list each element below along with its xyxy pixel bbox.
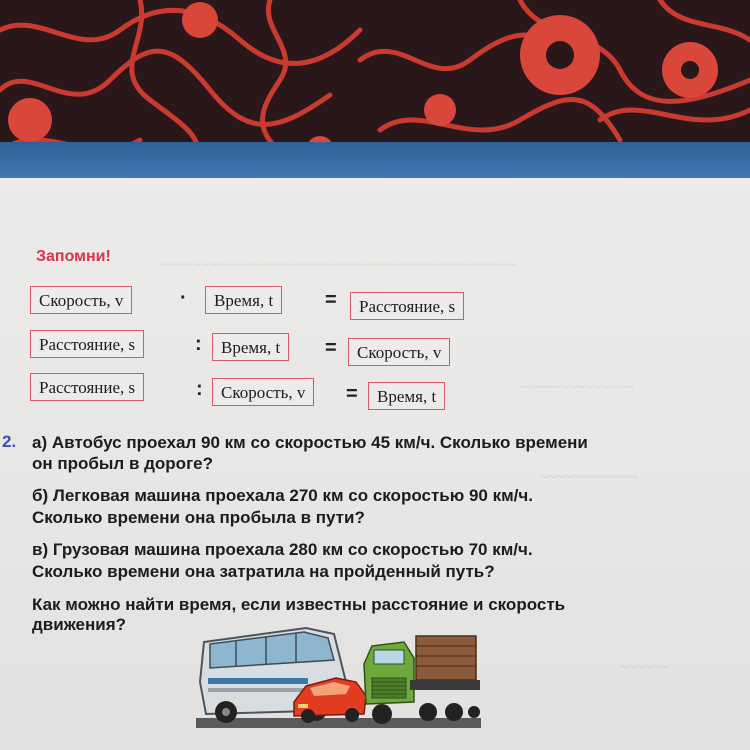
divide-sign: : bbox=[196, 378, 203, 400]
task-number: 2. bbox=[2, 432, 17, 451]
equals-sign: = bbox=[346, 383, 358, 405]
road-shadow bbox=[196, 718, 481, 728]
formula-speed-box: Скорость, v bbox=[30, 286, 132, 314]
show-through-text: ~~~~~~~~~~~~~~~~~~~~~~~~~~~~~~~~~~~~~~~~~~~~ bbox=[160, 258, 518, 274]
formula-speed-box: Скорость, v bbox=[212, 378, 314, 406]
task-question-line2: движения? bbox=[32, 615, 126, 634]
task-c-line1: в) Грузовая машина проехала 280 км со скоростью 70 км/ч. bbox=[32, 540, 533, 559]
vehicles-illustration bbox=[196, 622, 481, 730]
formula-distance-box: Расстояние, s bbox=[30, 373, 144, 401]
remember-heading: Запомни! bbox=[36, 248, 111, 265]
timber-truck-icon bbox=[364, 636, 480, 724]
equals-sign: = bbox=[325, 337, 337, 359]
multiply-sign: · bbox=[180, 287, 187, 309]
formula-distance-box: Расстояние, s bbox=[30, 330, 144, 358]
formula-time-box: Время, t bbox=[368, 382, 445, 410]
formula-speed-box: Скорость, v bbox=[348, 338, 450, 366]
task-question-line1: Как можно найти время, если известны расстояние и скорость bbox=[32, 595, 566, 614]
formula-time-box: Время, t bbox=[205, 286, 282, 314]
task-a-line1: а) Автобус проехал 90 км со скоростью 45 км/ч. Сколько времени bbox=[32, 433, 588, 452]
formula-distance-box: Расстояние, s bbox=[350, 292, 464, 320]
task-c-line2: Сколько времени она затратила на пройденный путь? bbox=[32, 562, 495, 581]
show-through-text: ~~~~~~~~~~~~ bbox=[540, 470, 638, 486]
task-b-line1: б) Легковая машина проехала 270 км со скоростью 90 км/ч. bbox=[32, 486, 533, 505]
equals-sign: = bbox=[325, 289, 337, 311]
task-b-line2: Сколько времени она пробыла в пути? bbox=[32, 508, 365, 527]
task-a-line2: он пробыл в дороге? bbox=[32, 454, 213, 473]
show-through-text: ~~~~~~~~~~~~~~ bbox=[520, 380, 634, 396]
formula-time-box: Время, t bbox=[212, 333, 289, 361]
divide-sign: : bbox=[195, 333, 202, 355]
show-through-text: ~~~~~~ bbox=[620, 660, 669, 676]
